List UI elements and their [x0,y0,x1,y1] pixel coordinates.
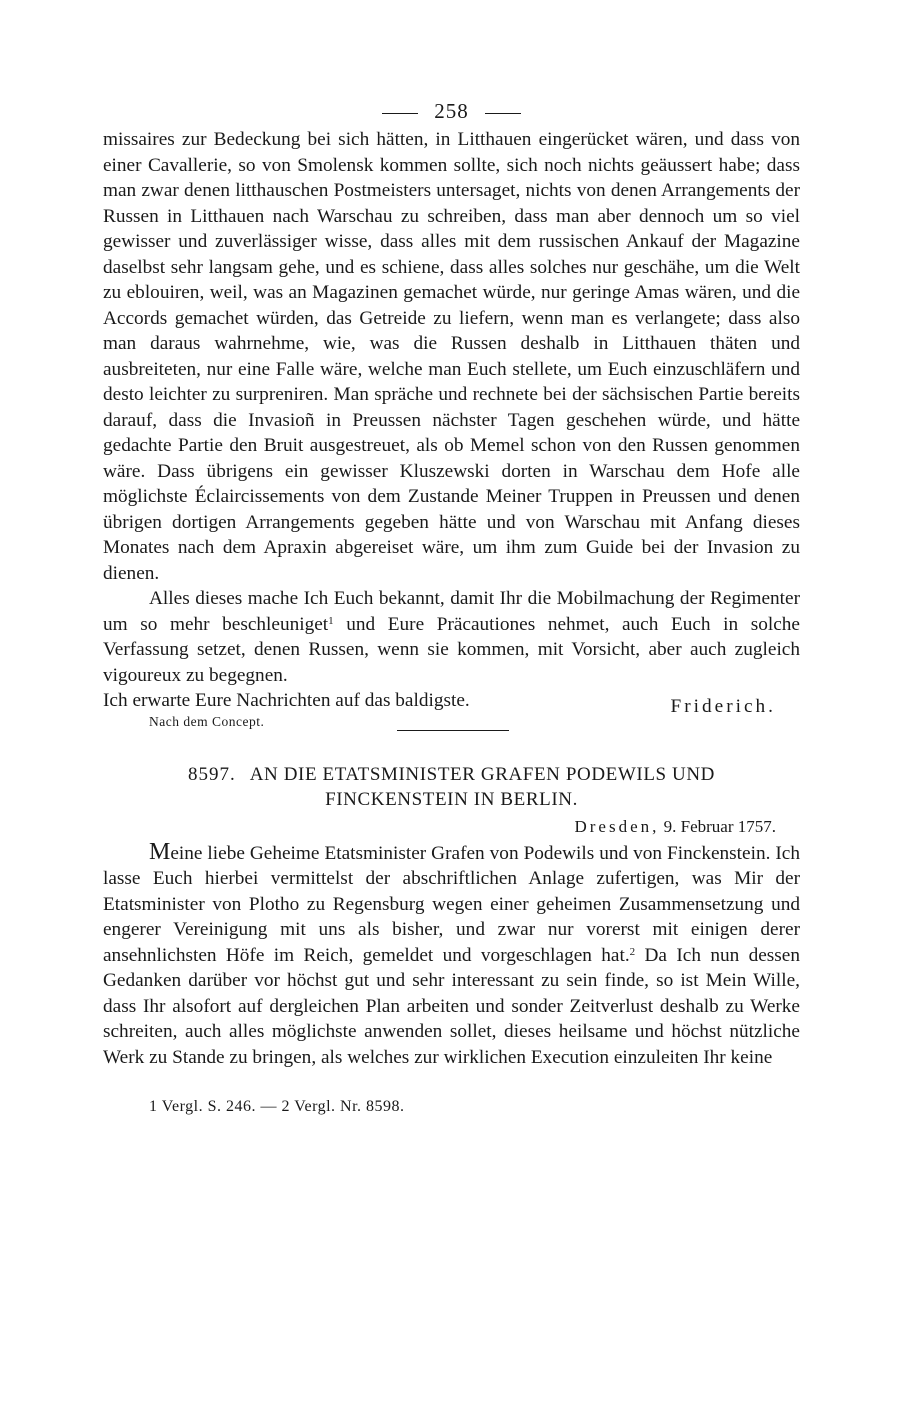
section-divider [397,730,509,731]
initial-letter: M [149,838,171,865]
letter2-body [103,840,800,1071]
letter1-paragraph-2-text-a: Alles dieses mache Ich Euch bekannt, damit Ihr die Mobilmachung der Regimenter um so mehr beschleuniget [103,588,800,635]
letter1-paragraph-2 [103,586,800,688]
source-row [103,714,800,740]
letter1-paragraph-1: missaires zur Bedeckung bei sich hätten, in Litthauen eingerücket wären, und dass von einer Cavallerie, so von Smolensk kommen sollte, sich noch nichts geäussert habe; dass man zwar denen litthauschen Postmeisters untersaget, nichts von denen Arrangements der Russen in Litthauen nach Warschau zu schreiben, dass man aber dennoch um so viel gewisser und zuverlässiger wisse, dass alles mit dem russischen Ankauf der Magazine daselbst sehr langsam gehe, und es schiene, dass alles solches nur geschähe, um die Welt zu eblouiren, weil, was an Magazinen gemachet würde, nur geringe Amas wären, und die Accords gemachet würden, das Getreide zu liefern, wenn man es verlangete; dass also man daraus wahrnehme, wie, was die Russen deshalb in Litthauen thäten und ausbreiteten, nur eine Falle wäre, welche man Euch stellete, um Euch einzuschläfern und desto leichter zu surpreniren. Man spräche und rechnete bei der sächsischen Partie bereits darauf, dass die Invasioñ in Preussen nächster Tagen geschehen würde, und hätte gedachte Partie den Bruit ausgestreuet, als ob Memel schon von den Russen genommen wäre. Dass übrigens ein gewisser Kluszewski dorten in Warschau dem Hofe alle möglichste Éclaircissements von dem Zustande Meiner Truppen in Preussen und denen übrigen dortigen Arrangements gegeben hätte und von Warschau mit Anfang dieses Monates nach dem Apraxin abgereiset wäre, um ihm zum Guide bei der Invasion zu dienen. [103,129,800,584]
date: 9. Februar 1757. [663,816,776,836]
header-dash-left [382,113,418,114]
document-title-1: AN DIE ETATSMINISTER GRAFEN PODEWILS UND [249,763,716,785]
letter2-body-text-a: eine liebe Geheime Etatsminister Grafen von Podewils und von Finckenstein. Ich lasse Euch hierbei vermittelst der abschriftlichen Anlage zufertigen, was Mir der Etatsminister von Plotho zu Regensburg wegen einer geheimen Zusammensetzung und engerer Vereinigung mit uns als bisher, und zwar nur vorerst mit einigen derer ansehnlichsten Höfe im Reich, gemeldet und vorgeschlagen hat. [103,842,800,966]
document-heading [103,762,800,812]
place: Dresden, [574,816,660,836]
document-number: 8597. [187,763,236,785]
header-dash-right [485,113,521,114]
page-header [103,95,800,127]
document-title-2: FINCKENSTEIN IN BERLIN. [325,788,578,810]
footnote-ref-1: 1 [328,614,334,627]
letter1-closing-line: Ich erwarte Eure Nachrichten auf das baldigste. [103,690,470,711]
document-heading-line-1 [103,762,800,787]
letter2-body-text-b: Da Ich nun dessen Gedanken darüber vor höchst gut und sehr interessant zu sein finde, so ist Mein Wille, dass Ihr alsofort auf dergleichen Plan arbeiten und sonder Zeitverlust deshalb zu Werke schreiten, auch alles möglichste anwenden sollet, dieses heilsame und höchst nützliche Werk zu Stande zu bringen, als welches zur wirklichen Execution einzuleiten Ihr keine [103,944,800,1068]
signature: Friderich. [670,696,776,717]
page [103,95,800,1116]
closing-row [103,688,800,717]
source-note: Nach dem Concept. [149,713,265,729]
page-number: 258 [434,99,469,123]
footnotes: 1 Vergl. S. 246. — 2 Vergl. Nr. 8598. [149,1098,405,1115]
letter1-paragraph-2-text-b: und Eure Präcautiones nehmet, auch Euch in solche Verfassung setzet, denen Russen, wenn sie kommen, mit Vorsicht, aber auch zugleich vigoureux zu begegnen. [103,613,800,686]
dateline [103,814,800,840]
footnote-ref-2: 2 [629,945,636,958]
